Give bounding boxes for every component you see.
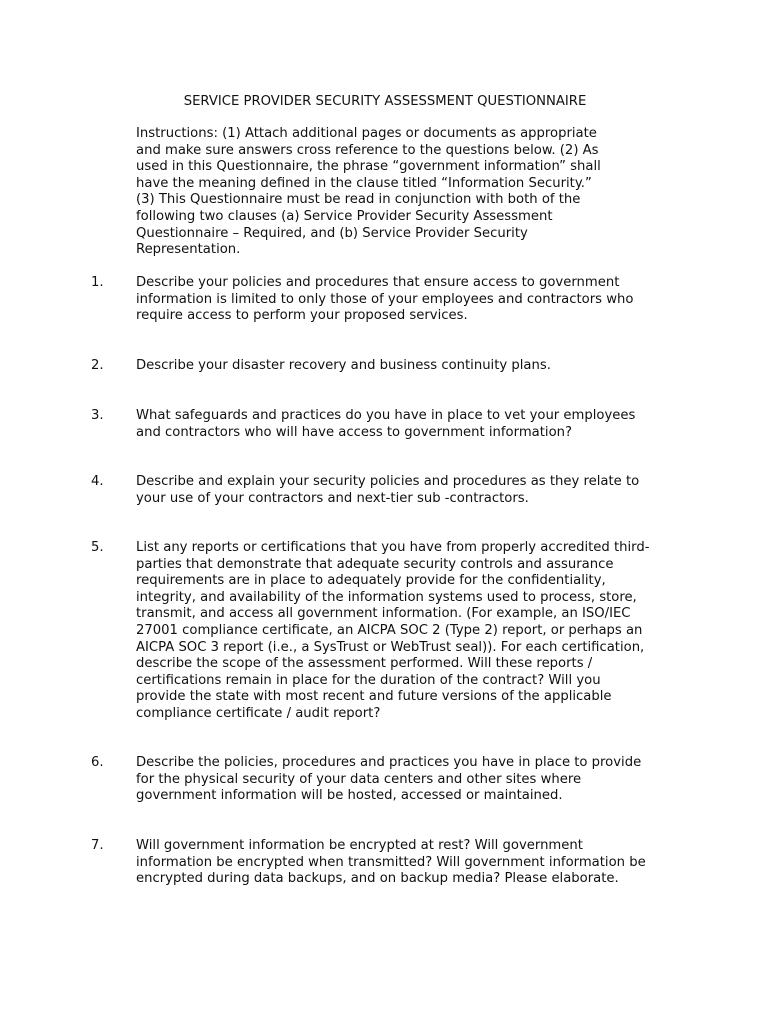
question-line: Will government information be encrypted at rest? Will government (136, 838, 583, 853)
instructions-line: Representation. (136, 242, 241, 258)
question-line: compliance certificate / audit report? (136, 705, 381, 721)
question-line: provide the state with most recent and future versions of the applicable (136, 689, 612, 705)
question-text (136, 474, 684, 507)
question-line: Describe your policies and procedures that ensure access to government (136, 275, 620, 290)
question-number: 3. (91, 408, 104, 423)
question-line: for the physical security of your data centers and other sites where (136, 771, 582, 787)
question-number: 2. (91, 358, 104, 373)
question-line: What safeguards and practices do you have in place to vet your employees (136, 408, 636, 423)
question-text (136, 408, 684, 441)
question-text (136, 540, 684, 723)
question-text (136, 358, 684, 375)
question-line: encrypted during data backups, and on backup media? Please elaborate. (136, 871, 619, 887)
question-line: integrity, and availability of the information systems used to process, store, (136, 589, 637, 605)
instructions-line: (3) This Questionnaire must be read in conjunction with both of the (136, 192, 581, 208)
question-number: 5. (91, 540, 104, 555)
question-line: and contractors who will have access to government information? (136, 424, 573, 440)
document-title: SERVICE PROVIDER SECURITY ASSESSMENT QUESTIONNAIRE (183, 94, 587, 109)
question-number: 1. (91, 275, 104, 290)
question-text (136, 275, 684, 325)
instructions-line: Instructions: (1) Attach additional pages or documents as appropriate (136, 126, 597, 141)
question-line: parties that demonstrate that adequate security controls and assurance (136, 556, 614, 572)
question-line: Describe the policies, procedures and practices you have in place to provide (136, 755, 642, 770)
question-line: certifications remain in place for the duration of the contract? Will you (136, 672, 601, 688)
question-line: describe the scope of the assessment performed. Will these reports / (136, 656, 593, 672)
question-line: 27001 compliance certificate, an AICPA SOC 2 (Type 2) report, or perhaps an (136, 622, 643, 638)
question-text (136, 838, 684, 888)
question-line: requirements are in place to adequately provide for the confidentiality, (136, 573, 606, 589)
instructions-line: and make sure answers cross reference to the questions below. (2) As (136, 142, 599, 158)
question-line: information is limited to only those of your employees and contractors who (136, 291, 634, 307)
question-line: government information will be hosted, accessed or maintained. (136, 788, 563, 804)
question-line: transmit, and access all government information. (For example, an ISO/IEC (136, 606, 631, 622)
question-line: Describe and explain your security policies and procedures as they relate to (136, 474, 640, 489)
question-line: require access to perform your proposed services. (136, 308, 468, 324)
instructions-line: have the meaning defined in the clause titled “Information Security.” (136, 175, 592, 191)
question-text (136, 755, 684, 805)
question-number: 6. (91, 755, 104, 770)
question-line: your use of your contractors and next-tier sub -contractors. (136, 490, 529, 506)
question-line: Describe your disaster recovery and business continuity plans. (136, 358, 551, 373)
instructions-line: following two clauses (a) Service Provider Security Assessment (136, 208, 553, 224)
question-line: AICPA SOC 3 report (i.e., a SysTrust or WebTrust seal)). For each certification, (136, 639, 645, 655)
question-number: 7. (91, 838, 104, 853)
question-line: information be encrypted when transmitted? Will government information be (136, 854, 646, 870)
instructions-paragraph (136, 126, 636, 259)
question-line: List any reports or certifications that you have from properly accredited third- (136, 540, 650, 555)
question-number: 4. (91, 474, 104, 489)
instructions-line: used in this Questionnaire, the phrase “government information” shall (136, 159, 601, 175)
instructions-line: Questionnaire – Required, and (b) Service Provider Security (136, 225, 528, 241)
